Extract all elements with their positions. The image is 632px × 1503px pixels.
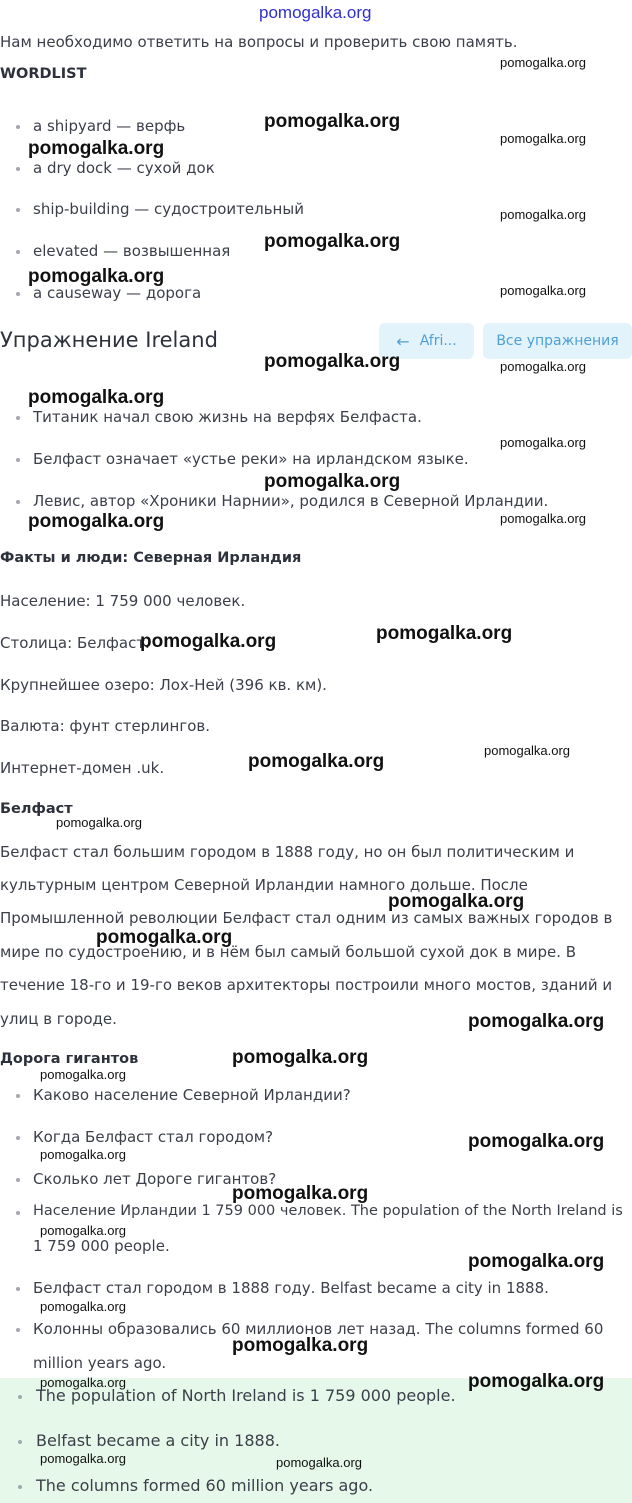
answer-text: Население Ирландии 1 759 000 человек. The population of the North Ireland is [33,1203,623,1219]
giants-title: Дорога гигантов [0,1051,139,1067]
watermark: pomogalka.org [232,1183,369,1204]
list-item-text: a shipyard — верфь [33,117,186,135]
belfast-title: Белфаст [0,801,73,817]
watermark: pomogalka.org [468,1251,605,1272]
belfast-paragraph-line: культурным центром Северной Ирландии намного дольше. После [0,876,528,894]
list-item-text: Белфаст означает «устье реки» на ирландском языке. [33,450,469,468]
list-item-text: a causeway — дорога [33,284,202,302]
fact-line: Столица: Белфаст. [0,634,150,652]
belfast-paragraph-line: Промышленной революции Белфаст стал одним из самых важных городов в [0,909,613,927]
watermark: pomogalka.org [500,435,586,450]
belfast-paragraph-line: течение 18-го и 19-го веков архитекторы построили много мостов, зданий и [0,976,613,994]
list-item-text: ship-building — судостроительный [33,200,304,218]
watermark: pomogalka.org [468,1011,605,1032]
watermark: pomogalka.org [40,1223,126,1238]
facts-title: Факты и люди: Северная Ирландия [0,550,302,566]
watermark: pomogalka.org [96,927,233,948]
watermark: pomogalka.org [468,1131,605,1152]
prev-exercise-label: Afri... [419,333,457,349]
bullet-icon [16,458,20,462]
all-exercises-button[interactable] [483,323,632,359]
answer-text-continued: 1 759 000 people. [33,1237,170,1255]
bullet-icon [16,1211,20,1215]
intro-text: Нам необходимо ответить на вопросы и проверить свою память. [0,33,518,51]
bullet-icon [16,1094,20,1098]
bullet-icon [18,1440,22,1444]
list-item-text: Титаник начал свою жизнь на верфях Белфаста. [33,408,422,426]
watermark: pomogalka.org [500,55,586,70]
answer-text: Белфаст стал городом в 1888 году. Belfast became a city in 1888. [33,1279,549,1297]
watermark: pomogalka.org [276,1455,362,1470]
bullet-icon [18,1485,22,1489]
bullet-icon [16,167,20,171]
watermark: pomogalka.org [40,1375,126,1390]
answer-text-continued: million years ago. [33,1354,167,1372]
watermark: pomogalka.org [56,815,142,830]
watermark: pomogalka.org [484,743,570,758]
exercise-title: Упражнение Ireland [0,328,218,352]
fact-line: Крупнейшее озеро: Лох-Ней (396 кв. км). [0,676,327,694]
list-item-text: elevated — возвышенная [33,242,231,260]
bullet-icon [16,500,20,504]
belfast-paragraph-line: улиц в городе. [0,1010,117,1028]
list-item-text: a dry dock — сухой док [33,159,215,177]
bullet-icon [16,1178,20,1182]
answers-box [0,1378,632,1503]
watermark: pomogalka.org [232,1047,369,1068]
arrow-left-icon: ← [396,331,410,351]
watermark: pomogalka.org [140,631,277,652]
bullet-icon [18,1395,22,1399]
bullet-icon [16,1287,20,1291]
watermark: pomogalka.org [232,1335,369,1356]
answer-text: Колонны образовались 60 миллионов лет назад. The columns formed 60 [33,1320,604,1338]
watermark: pomogalka.org [40,1147,126,1162]
watermark: pomogalka.org [264,351,401,372]
watermark: pomogalka.org [40,1299,126,1314]
watermark: pomogalka.org [28,387,165,408]
watermark: pomogalka.org [28,511,165,532]
bullet-icon [16,1328,20,1332]
answer-en-text: The population of North Ireland is 1 759 000 people. [36,1386,456,1405]
watermark: pomogalka.org [500,359,586,374]
watermark: pomogalka.org [264,471,401,492]
bullet-icon [16,292,20,296]
bullet-icon [16,208,20,212]
watermark: pomogalka.org [500,207,586,222]
bullet-icon [16,416,20,420]
watermark: pomogalka.org [248,751,385,772]
watermark: pomogalka.org [500,511,586,526]
watermark: pomogalka.org [28,266,165,287]
bullet-icon [16,1136,20,1140]
wordlist-title: WORDLIST [0,66,87,82]
watermark: pomogalka.org [40,1451,126,1466]
belfast-paragraph-line: Белфаст стал большим городом в 1888 году, но он был политическим и [0,843,575,861]
fact-line: Население: 1 759 000 человек. [0,592,246,610]
question-text: Сколько лет Дороге гигантов? [33,1170,277,1188]
fact-line: Интернет-домен .uk. [0,759,165,777]
answer-en-text: Belfast became a city in 1888. [36,1431,280,1450]
watermark: pomogalka.org [388,891,525,912]
belfast-paragraph-line: мире по судостроению, и в нём был самый большой сухой док в мире. В [0,943,577,961]
list-item-text: Левис, автор «Хроники Нарнии», родился в Северной Ирландии. [33,492,549,510]
watermark: pomogalka.org [500,283,586,298]
watermark: pomogalka.org [500,131,586,146]
watermark: pomogalka.org [376,623,513,644]
question-text: Каково население Северной Ирландии? [33,1086,351,1104]
fact-line: Валюта: фунт стерлингов. [0,717,211,735]
question-text: Когда Белфаст стал городом? [33,1128,274,1146]
watermark: pomogalka.org [264,231,401,252]
bullet-icon [16,250,20,254]
watermark: pomogalka.org [468,1371,605,1392]
site-header-logo: pomogalka.org [259,3,372,22]
all-exercises-label: Все упражнения [496,333,619,349]
answer-en-text: The columns formed 60 million years ago. [36,1476,374,1495]
watermark: pomogalka.org [28,138,165,159]
watermark: pomogalka.org [264,111,401,132]
bullet-icon [16,125,20,129]
watermark: pomogalka.org [40,1067,126,1082]
